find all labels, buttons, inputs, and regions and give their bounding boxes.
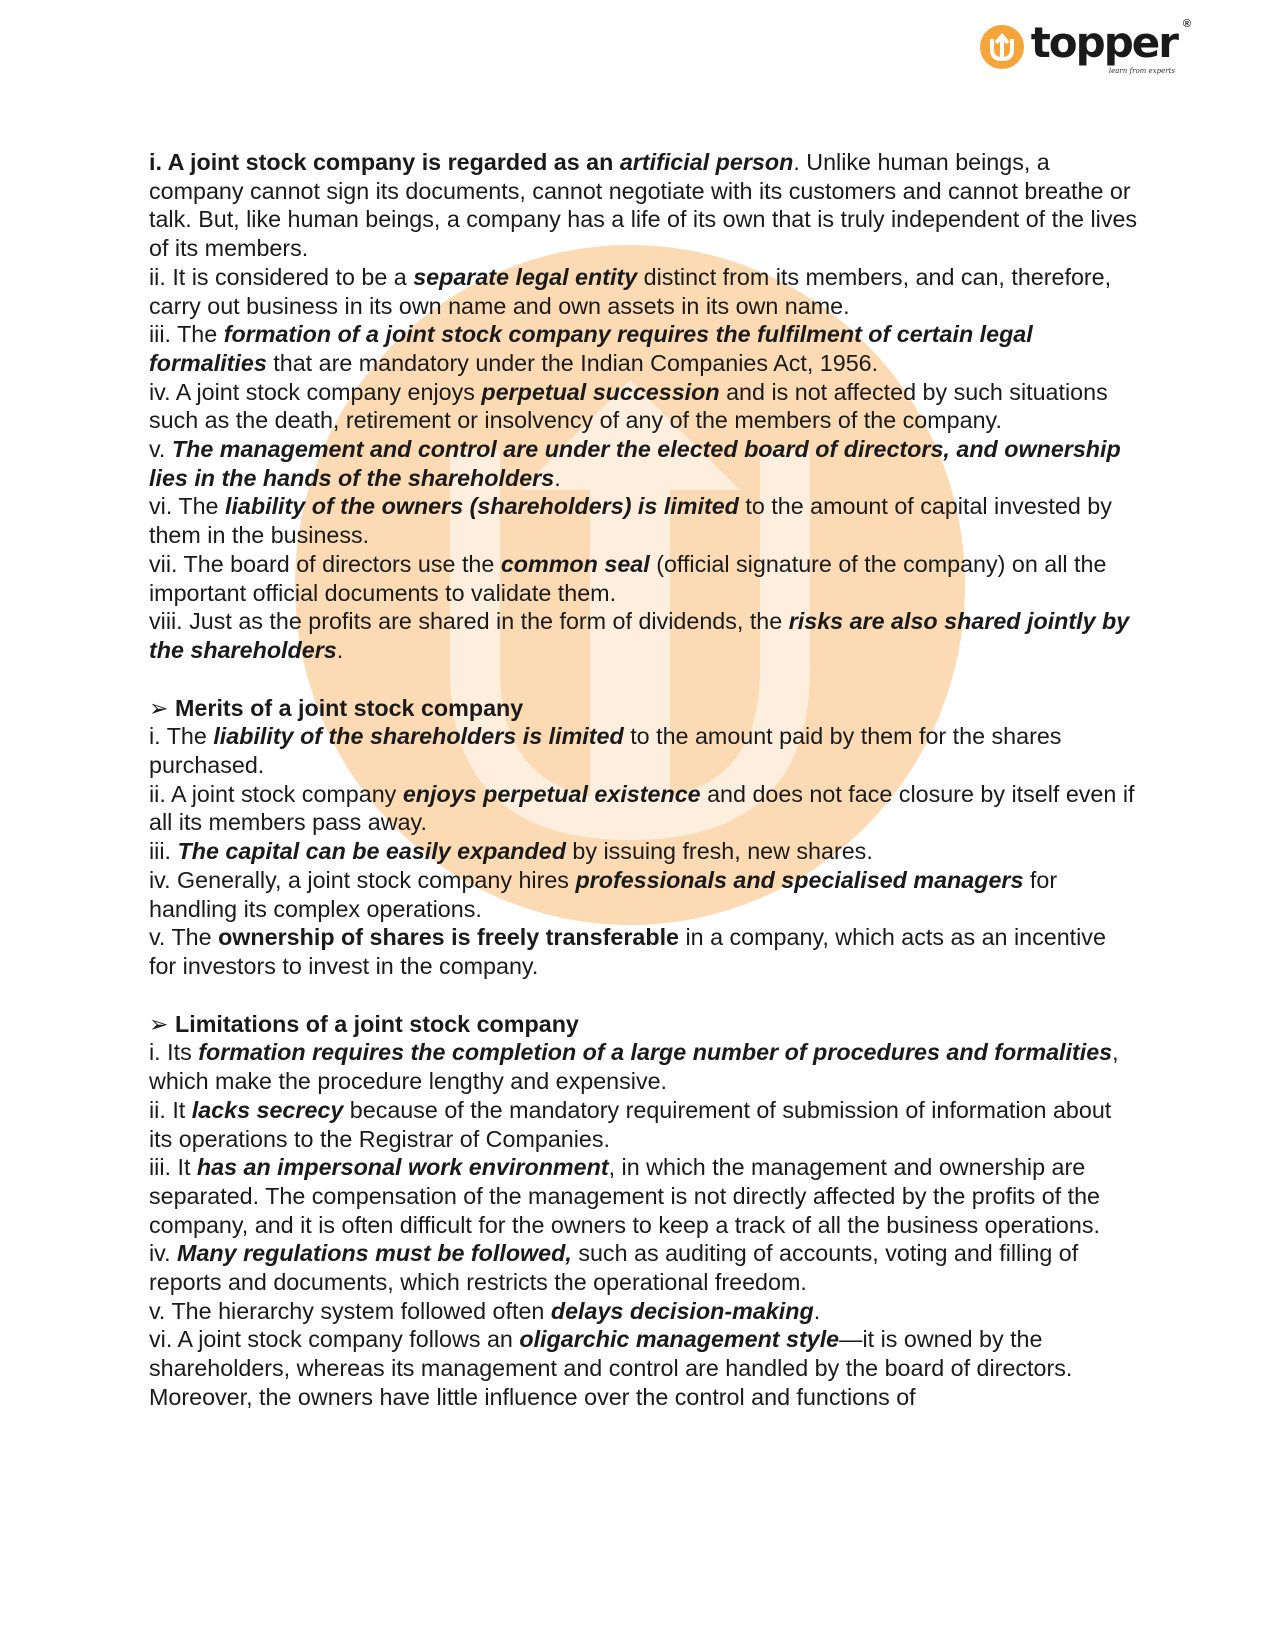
item-number: v. [149, 924, 172, 951]
body-text: A joint stock company enjoys [175, 378, 482, 405]
emphasis-text: separate legal entity [413, 263, 638, 290]
body-text: and is not affected by such situations such as the death, retirement or insolvency of any of the members of the company. [149, 378, 1108, 434]
item-number: ii. [149, 1096, 173, 1123]
registered-mark: ® [1182, 18, 1191, 30]
brand-name: topper [1030, 18, 1177, 67]
features-list [149, 148, 1139, 665]
body-text: The [178, 493, 225, 520]
item-number: viii. [149, 608, 190, 635]
item-number: ii. [149, 263, 173, 290]
item-number: vii. [149, 550, 184, 577]
limitations-heading [149, 1010, 1139, 1039]
body-text: that are mandatory under the Indian Companies Act, 1956. [266, 349, 879, 376]
item-number: iv. [149, 866, 178, 893]
list-item [149, 780, 1139, 837]
body-text: It is considered to be a [172, 263, 414, 290]
item-number: i. [149, 149, 168, 175]
body-text: . [813, 1297, 821, 1324]
body-text: to the amount of capital invested by them in the business. [149, 493, 1112, 549]
body-text: A joint stock company [171, 780, 403, 807]
list-item [149, 492, 1139, 549]
emphasis-text: lacks secrecy [191, 1096, 344, 1123]
emphasis-text: has an impersonal work environment [196, 1154, 609, 1181]
merits-heading-text: Merits of a joint stock company [175, 694, 524, 721]
list-item [149, 550, 1139, 607]
body-text: , which make the procedure lengthy and expensive. [149, 1039, 1119, 1095]
merits-list [149, 722, 1139, 980]
list-item [149, 320, 1139, 377]
body-text: . [554, 464, 561, 491]
emphasis-text: enjoys perpetual existence [402, 780, 701, 807]
item-number: vi. [149, 493, 179, 520]
list-item [149, 866, 1139, 923]
list-item [149, 263, 1139, 320]
body-text: (official signature of the company) on all the important official documents to validate them. [149, 550, 1107, 606]
list-item [149, 923, 1139, 980]
item-number: v. [149, 1297, 172, 1324]
emphasis-text: A joint stock company is regarded as an [167, 149, 620, 175]
item-number: iii. [149, 838, 178, 865]
body-text: —it is owned by the shareholders, whereas its management and control are handled by the board of directors. Moreover, the owners have little influence over the control and functions of [149, 1326, 1073, 1410]
list-item [149, 1153, 1139, 1239]
body-text: It [177, 1154, 197, 1181]
limitations-list [149, 1038, 1139, 1411]
item-number: i. [149, 1039, 168, 1066]
emphasis-text: professionals and specialised managers [575, 866, 1024, 893]
list-item [149, 1239, 1139, 1296]
emphasis-text: The capital can be easily expanded [177, 838, 566, 865]
body-text: and does not face closure by itself even if all its members pass away. [149, 780, 1135, 836]
item-number: i. [149, 723, 167, 750]
body-text: Generally, a joint stock company hires [177, 866, 576, 893]
list-item [149, 1038, 1139, 1095]
emphasis-text: The management and control are under the elected board of directors, and ownership lies in the hands of the shareholders [149, 436, 1121, 491]
body-text: Its [167, 1039, 199, 1066]
body-text: . Unlike human beings, a company cannot sign its documents, cannot negotiate with its customers and cannot breathe or talk. But, like human beings, a company has a life of its own that is truly independent of the lives of its members. [149, 149, 1138, 262]
merits-heading [149, 694, 1139, 723]
list-item [149, 378, 1139, 435]
list-item [149, 435, 1139, 492]
item-number: ii. [149, 780, 172, 807]
emphasis-text: risks are also shared jointly by the shareholders [149, 608, 1130, 663]
emphasis-text: formation of a joint stock company requires the fulfilment of certain legal formalities [149, 321, 1033, 376]
item-number: iv. [149, 378, 176, 405]
emphasis-text: liability of the owners (shareholders) is limited [224, 493, 739, 520]
body-text: Just as the profits are shared in the form of dividends, the [189, 608, 789, 635]
list-item [149, 1297, 1139, 1326]
item-number: v. [149, 436, 172, 463]
item-number: iv. [149, 1240, 178, 1267]
body-text: by issuing fresh, new shares. [565, 838, 873, 865]
body-text: for handling its complex operations. [149, 866, 1058, 922]
item-number: vi. [149, 1326, 178, 1353]
list-item [149, 607, 1139, 664]
arrow-bullet-icon: ➢ [149, 694, 169, 721]
body-text: The [177, 321, 224, 348]
body-text: . [336, 636, 344, 663]
emphasis-text: perpetual succession [481, 378, 720, 405]
emphasis-text: delays decision-making [550, 1297, 814, 1324]
body-text: distinct from its members, and can, therefore, carry out business in its own name and own assets in its own name. [149, 263, 1112, 319]
body-text: such as auditing of accounts, voting and filling of reports and documents, which restricts the operational freedom. [149, 1240, 1079, 1296]
body-text: , in which the management and ownership are separated. The compensation of the management is not directly affected by the profits of the company, and it is often difficult for the owners to keep a track of all the business operations. [149, 1154, 1100, 1238]
emphasis-text: ownership of shares is freely transferable [218, 924, 680, 951]
body-text: because of the mandatory requirement of submission of information about its operations to the Registrar of Companies. [149, 1096, 1112, 1152]
emphasis-text: oligarchic management style [519, 1326, 840, 1353]
emphasis-text: common seal [500, 550, 650, 577]
arrow-bullet-icon: ➢ [149, 1010, 169, 1037]
list-item [149, 1325, 1139, 1411]
topper-u-badge-icon [979, 24, 1025, 70]
item-number: iii. [149, 1154, 178, 1181]
list-item [149, 148, 1139, 263]
body-text: to the amount paid by them for the shares purchased. [149, 723, 1062, 779]
body-text: in a company, which acts as an incentive for investors to invest in the company. [149, 924, 1106, 979]
brand-tagline: learn from experts [1108, 67, 1175, 75]
body-text: The [166, 723, 214, 750]
emphasis-text: artificial person [619, 149, 794, 175]
emphasis-text: Many regulations must be followed, [177, 1240, 572, 1267]
brand-logo [979, 18, 1191, 75]
emphasis-text: liability of the shareholders is limited [213, 723, 624, 750]
item-number: iii. [149, 321, 178, 348]
body-text: The hierarchy system followed often [171, 1297, 551, 1324]
body-text: It [172, 1096, 192, 1123]
list-item [149, 1096, 1139, 1153]
limitations-heading-text: Limitations of a joint stock company [175, 1010, 579, 1037]
body-text: The board of directors use the [183, 550, 501, 577]
emphasis-text: formation requires the completion of a large number of procedures and formalities [198, 1039, 1113, 1066]
list-item [149, 837, 1139, 866]
body-text: A joint stock company follows an [177, 1326, 520, 1353]
list-item [149, 722, 1139, 779]
document-body [149, 148, 1139, 1412]
body-text: The [171, 924, 219, 951]
